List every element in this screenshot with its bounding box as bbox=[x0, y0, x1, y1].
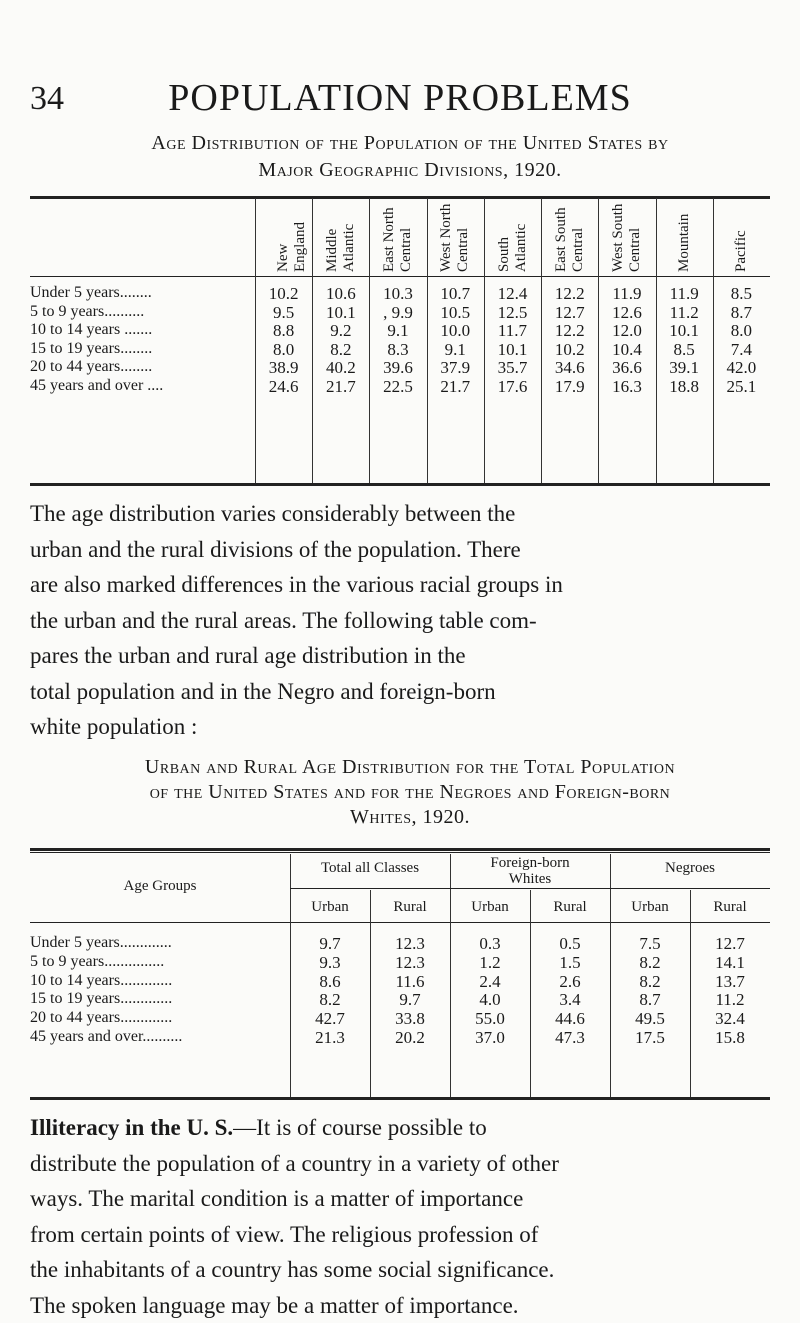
table2-cell: 3.4 bbox=[530, 990, 610, 1010]
table1-cell: 39.1 bbox=[656, 358, 713, 378]
table2-cell: 11.6 bbox=[370, 972, 450, 992]
table1-cell: 12.7 bbox=[541, 303, 598, 323]
table1-top-rule bbox=[30, 196, 770, 199]
table2-cell: 17.5 bbox=[610, 1028, 690, 1048]
table2-cell: 2.6 bbox=[530, 972, 610, 992]
table2-cell: 37.0 bbox=[450, 1028, 530, 1048]
table2-group-header: Foreign-born Whites bbox=[450, 855, 610, 887]
table1-cell: 39.6 bbox=[369, 358, 426, 378]
paragraph-line: urban and the rural divisions of the population. There bbox=[30, 532, 770, 568]
table1-row-label: 10 to 14 years ....... bbox=[30, 321, 152, 339]
table1-column-header: Pacific bbox=[733, 202, 750, 272]
table1-cell: 24.6 bbox=[255, 377, 312, 397]
table1-cell: 42.0 bbox=[713, 358, 770, 378]
table1-header-rule bbox=[30, 276, 770, 277]
table2-cell: 12.3 bbox=[370, 953, 450, 973]
table2-cell: 9.7 bbox=[290, 934, 370, 954]
table2-header-rule bbox=[30, 922, 770, 923]
table2-cell: 9.7 bbox=[370, 990, 450, 1010]
table1-caption-line2: Major Geographic Divisions, 1920. bbox=[60, 157, 760, 184]
table2-cell: 33.8 bbox=[370, 1009, 450, 1029]
table1-cell: 11.2 bbox=[656, 303, 713, 323]
table1-cell: 10.0 bbox=[427, 321, 484, 341]
table1-cell: 16.3 bbox=[598, 377, 655, 397]
running-title: POPULATION PROBLEMS bbox=[0, 76, 800, 120]
table2-cell: 0.5 bbox=[530, 934, 610, 954]
table2-row-label: Under 5 years............. bbox=[30, 934, 172, 952]
table2-cell: 42.7 bbox=[290, 1009, 370, 1029]
table1-cell: 12.0 bbox=[598, 321, 655, 341]
table1-cell: 8.0 bbox=[713, 321, 770, 341]
table1-cell: 10.2 bbox=[541, 340, 598, 360]
table2-group-header: Total all Classes bbox=[290, 860, 450, 876]
table2-cell: 14.1 bbox=[690, 953, 770, 973]
table1-cell: 40.2 bbox=[312, 358, 369, 378]
table1-cell: 12.4 bbox=[484, 284, 541, 304]
table1-cell: 17.9 bbox=[541, 377, 598, 397]
table1-cell: 25.1 bbox=[713, 377, 770, 397]
paragraph-line: the inhabitants of a country has some social significance. bbox=[30, 1252, 770, 1288]
table2-cell: 8.6 bbox=[290, 972, 370, 992]
table1-column-header: South Atlantic bbox=[496, 202, 530, 272]
table1-cell: 9.2 bbox=[312, 321, 369, 341]
table1-cell: 10.2 bbox=[255, 284, 312, 304]
table2-caption-line1: Urban and Rural Age Distribution for the Total Population bbox=[60, 754, 760, 781]
table1-cell: 12.2 bbox=[541, 321, 598, 341]
table1-column-header: West South Central bbox=[610, 202, 644, 272]
table1-cell: 11.9 bbox=[598, 284, 655, 304]
table1-cell: 38.9 bbox=[255, 358, 312, 378]
table2-cell: 8.2 bbox=[610, 953, 690, 973]
table1-row-label: 20 to 44 years........ bbox=[30, 358, 152, 376]
table1-row-label: 15 to 19 years........ bbox=[30, 340, 152, 358]
table2-group-rule bbox=[450, 888, 610, 889]
paragraph-illiteracy bbox=[30, 1110, 770, 1323]
table1-row-label: 5 to 9 years.......... bbox=[30, 303, 144, 321]
table1-cell: 21.7 bbox=[427, 377, 484, 397]
table1-cell: 8.8 bbox=[255, 321, 312, 341]
paragraph-line: The spoken language may be a matter of importance. bbox=[30, 1288, 770, 1323]
table2-cell: 8.7 bbox=[610, 990, 690, 1010]
table2-caption-line3: Whites, 1920. bbox=[60, 804, 760, 831]
table1-cell: 10.1 bbox=[312, 303, 369, 323]
paragraph-line: are also marked differences in the various racial groups in bbox=[30, 567, 770, 603]
table1-cell: 10.3 bbox=[369, 284, 426, 304]
table2-caption-line2: of the United States and for the Negroes and Foreign-born bbox=[60, 779, 760, 806]
table2-group-rule bbox=[610, 888, 770, 889]
table1-column-header: Mountain bbox=[676, 202, 693, 272]
table2-sub-header: Rural bbox=[370, 899, 450, 915]
table2-sub-header: Urban bbox=[450, 899, 530, 915]
table2-sub-header: Rural bbox=[530, 899, 610, 915]
table2-top-rule-2 bbox=[30, 852, 770, 853]
table2-top-rule bbox=[30, 848, 770, 851]
table1-cell: 11.9 bbox=[656, 284, 713, 304]
table1-caption-line1: Age Distribution of the Population of the United States by bbox=[60, 130, 760, 157]
table2-cell: 49.5 bbox=[610, 1009, 690, 1029]
table2-cell: 21.3 bbox=[290, 1028, 370, 1048]
table2-cell: 1.2 bbox=[450, 953, 530, 973]
paragraph-line: the urban and the rural areas. The following table com- bbox=[30, 603, 770, 639]
table1-cell: 22.5 bbox=[369, 377, 426, 397]
table1-cell: 35.7 bbox=[484, 358, 541, 378]
table1-cell: 8.5 bbox=[656, 340, 713, 360]
table2-cell: 1.5 bbox=[530, 953, 610, 973]
paragraph-line: from certain points of view. The religious profession of bbox=[30, 1217, 770, 1253]
table2-cell: 32.4 bbox=[690, 1009, 770, 1029]
table1-cell: 10.1 bbox=[656, 321, 713, 341]
paragraph-line bbox=[30, 1110, 770, 1146]
table1-cell: 12.6 bbox=[598, 303, 655, 323]
table2-cell: 4.0 bbox=[450, 990, 530, 1010]
table2-sub-header: Rural bbox=[690, 899, 770, 915]
table2-cell: 2.4 bbox=[450, 972, 530, 992]
table1-cell: 8.7 bbox=[713, 303, 770, 323]
table2-row-label: 45 years and over.......... bbox=[30, 1028, 182, 1046]
table1-cell: 18.8 bbox=[656, 377, 713, 397]
paragraph-line: pares the urban and rural age distribution in the bbox=[30, 638, 770, 674]
table2-bottom-rule bbox=[30, 1097, 770, 1100]
paragraph-line: ways. The marital condition is a matter of importance bbox=[30, 1181, 770, 1217]
table2-cell: 7.5 bbox=[610, 934, 690, 954]
table1-cell: 9.1 bbox=[427, 340, 484, 360]
table1-cell: , 9.9 bbox=[369, 303, 426, 323]
table1-cell: 8.2 bbox=[312, 340, 369, 360]
table1-cell: 17.6 bbox=[484, 377, 541, 397]
table2-row-label: 5 to 9 years............... bbox=[30, 953, 164, 971]
table2-group-rule bbox=[290, 888, 450, 889]
table1-cell: 9.1 bbox=[369, 321, 426, 341]
section-lead: Illiteracy in the U. S. bbox=[30, 1115, 233, 1140]
table2-cell: 20.2 bbox=[370, 1028, 450, 1048]
table1-cell: 34.6 bbox=[541, 358, 598, 378]
table1-cell: 10.7 bbox=[427, 284, 484, 304]
table1-row-label: 45 years and over .... bbox=[30, 377, 163, 395]
table2-sub-header: Urban bbox=[290, 899, 370, 915]
table1-bottom-rule bbox=[30, 483, 770, 486]
table1-column-header: East North Central bbox=[381, 202, 415, 272]
table2-cell: 13.7 bbox=[690, 972, 770, 992]
table1-cell: 37.9 bbox=[427, 358, 484, 378]
paragraph-text: —It is of course possible to bbox=[233, 1115, 487, 1140]
table2-row-label: 15 to 19 years............. bbox=[30, 990, 172, 1008]
table2-row-label: 10 to 14 years............. bbox=[30, 972, 172, 990]
table1-cell: 10.6 bbox=[312, 284, 369, 304]
table2-row-label: 20 to 44 years............. bbox=[30, 1009, 172, 1027]
table1-column-header: West North Central bbox=[438, 202, 472, 272]
table1-column-header: Middle Atlantic bbox=[324, 202, 358, 272]
table2-age-groups-header: Age Groups bbox=[30, 878, 290, 894]
table1-cell: 10.1 bbox=[484, 340, 541, 360]
paragraph-line: white population : bbox=[30, 709, 770, 745]
table2-cell: 12.7 bbox=[690, 934, 770, 954]
table2-cell: 15.8 bbox=[690, 1028, 770, 1048]
table1-cell: 12.2 bbox=[541, 284, 598, 304]
table1-cell: 8.0 bbox=[255, 340, 312, 360]
table1-cell: 10.4 bbox=[598, 340, 655, 360]
table2-cell: 0.3 bbox=[450, 934, 530, 954]
table1-cell: 7.4 bbox=[713, 340, 770, 360]
table1-cell: 21.7 bbox=[312, 377, 369, 397]
table2-cell: 12.3 bbox=[370, 934, 450, 954]
table2-cell: 44.6 bbox=[530, 1009, 610, 1029]
table2-cell: 9.3 bbox=[290, 953, 370, 973]
table1-cell: 8.5 bbox=[713, 284, 770, 304]
table1-cell: 8.3 bbox=[369, 340, 426, 360]
table1-cell: 10.5 bbox=[427, 303, 484, 323]
table2-cell: 47.3 bbox=[530, 1028, 610, 1048]
table1-row-label: Under 5 years........ bbox=[30, 284, 152, 302]
paragraph-age-distribution bbox=[30, 496, 770, 745]
table1-cell: 11.7 bbox=[484, 321, 541, 341]
table2-sub-header: Urban bbox=[610, 899, 690, 915]
paragraph-line: distribute the population of a country in a variety of other bbox=[30, 1146, 770, 1182]
table1-column-header: New England bbox=[275, 202, 309, 272]
paragraph-line: total population and in the Negro and foreign-born bbox=[30, 674, 770, 710]
table1-column-header: East South Central bbox=[553, 202, 587, 272]
table2-cell: 55.0 bbox=[450, 1009, 530, 1029]
paragraph-line: The age distribution varies considerably between the bbox=[30, 496, 770, 532]
table2-group-header: Negroes bbox=[610, 860, 770, 876]
table2-cell: 8.2 bbox=[610, 972, 690, 992]
table2-cell: 11.2 bbox=[690, 990, 770, 1010]
page-number: 34 bbox=[30, 80, 64, 118]
table1-cell: 12.5 bbox=[484, 303, 541, 323]
table1-cell: 36.6 bbox=[598, 358, 655, 378]
table2-cell: 8.2 bbox=[290, 990, 370, 1010]
table1-cell: 9.5 bbox=[255, 303, 312, 323]
